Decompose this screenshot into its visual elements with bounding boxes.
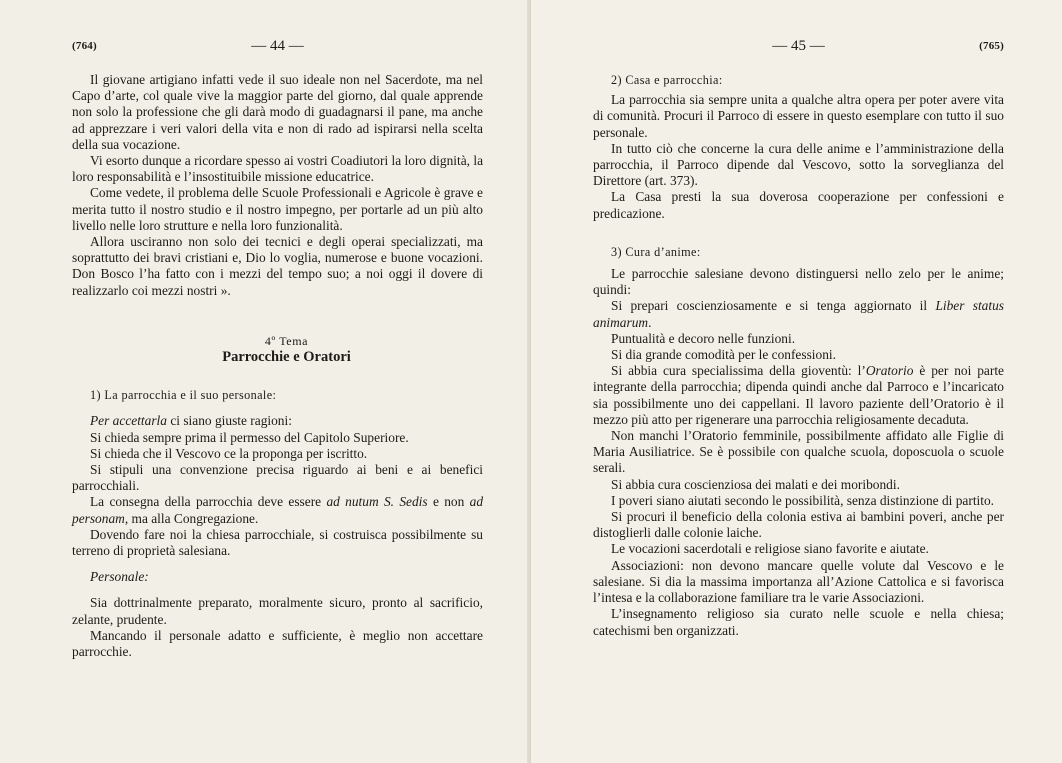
paragraph	[593, 298, 1004, 330]
left-header	[72, 38, 483, 60]
left-folio: — 44 —	[251, 38, 304, 54]
paragraph: Il giovane artigiano infatti vede il suo ideale non nel Sacerdote, ma nel Capo d’arte, col quale vive la maggior parte del giorno, dal quale apprende non solo la professione che gli darà modo di guadagnarsi il pane, ma anche ad apprezzare i veri valori della vita e non di rado ad ispirarsi nella scelta della sua vocazione.	[72, 72, 483, 152]
italic-phrase: Oratorio	[865, 363, 914, 379]
left-page-label: (764)	[72, 40, 97, 52]
section-heading-3: 3) Cura d’anime:	[611, 244, 701, 259]
paragraph: Puntualità e decoro nelle funzioni.	[611, 330, 796, 346]
paragraph: Associazioni: non devono mancare quelle volute dal Vescovo e le salesiane. Si dia la massima importanza all’Azione Cattolica e si favorisca l’intesa e la collaborazione familiare tra le varie Associazioni.	[593, 557, 1004, 606]
right-header	[593, 38, 1004, 60]
paragraph: L’insegnamento religioso sia curato nelle scuole e nella chiesa; catechismi ben organizzati.	[593, 606, 1004, 638]
left-body	[72, 72, 483, 660]
text-run: , ma alla Congregazione.	[124, 510, 259, 526]
paragraph: La parrocchia sia sempre unita a qualche altra opera per poter avere vita di comunità. Procuri il Parroco di essere in questo esemplare con tutto il suo personale.	[593, 92, 1004, 140]
paragraph: I poveri siano aiutati secondo le possibilità, senza distinzione di partito.	[611, 492, 995, 508]
paragraph: Si procuri il beneficio della colonia estiva ai bambini poveri, anche per distoglierli dalle colonie laiche.	[593, 509, 1004, 541]
paragraph: Dovendo fare noi la chiesa parrocchiale, si costruisca possibilmente su terreno di proprietà salesiana.	[72, 526, 483, 559]
text-run: .	[648, 314, 652, 330]
paragraph: Le parrocchie salesiane devono distinguersi nello zelo per le anime; quindi:	[593, 266, 1004, 298]
italic-phrase: ad personam	[72, 494, 484, 526]
text-run: Si prepari coscienziosamente e si tenga aggiornato il	[611, 298, 936, 314]
tema-label: 4º Tema	[264, 333, 309, 348]
italic-phrase: Per accettarla	[90, 413, 167, 429]
paragraph	[72, 413, 483, 429]
right-page-label: (765)	[979, 40, 1004, 52]
paragraph: Non manchi l’Oratorio femminile, possibilmente affidato alle Figlie di Maria Ausiliatrice. Se è possibile con qualche scuola, doposcuola o scuole serali.	[593, 428, 1004, 476]
paragraph: Mancando il personale adatto e sufficiente, è meglio non accettare parrocchie.	[72, 627, 483, 660]
personale-label: Personale:	[90, 569, 149, 585]
section-heading-1: 1) La parrocchia e il suo personale:	[90, 388, 277, 403]
italic-phrase: Liber status animarum	[593, 298, 1005, 330]
paragraph: Si stipuli una convenzione precisa riguardo ai beni e ai benefici parrocchiali.	[72, 462, 483, 494]
text-run: è per noi parte integrante della parrocchia; dipenda quindi anche dal Parroco e l’incaricato sia possibilmente uno dei cappellani. Il lavoro paziente dell’Oratorio è il mezzo più atto per rigenerare una parrocchia religiosamente decaduta.	[593, 363, 1004, 427]
tema-title: Parrocchie e Oratori	[222, 349, 351, 366]
paragraph: La Casa presti la sua doverosa cooperazione per confessioni e predicazione.	[593, 189, 1004, 221]
text-run: Si abbia cura specialissima della gioventù: l’	[611, 363, 866, 379]
text-run: La consegna della parrocchia deve essere	[90, 494, 327, 510]
paragraph: In tutto ciò che concerne la cura delle anime e l’amministrazione della parrocchia, il Parroco dipende dal Vescovo, sotto la sorveglianza del Direttore (art. 373).	[593, 140, 1004, 189]
text-run: ci siano giuste ragioni:	[166, 413, 292, 429]
section-heading-2: 2) Casa e parrocchia:	[611, 73, 723, 87]
paragraph: Sia dottrinalmente preparato, moralmente sicuro, pronto al sacrificio, zelante, prudente.	[72, 595, 483, 627]
paragraph: Vi esorto dunque a ricordare spesso ai vostri Coadiutori la loro dignità, la loro responsabilità e l’insostituibile missione educatrice.	[72, 153, 484, 185]
right-body	[593, 72, 1004, 639]
paragraph: Allora usciranno non solo dei tecnici e degli operai specializzati, ma soprattutto dei bravi cristiani e, Dio lo voglia, numerose e buone vocazioni. Don Bosco l’ha fatto con i mezzi del tempo suo; a noi oggi il dovere di realizzarlo coi mezzi nostri ».	[72, 234, 483, 298]
paragraph	[593, 363, 1004, 428]
paragraph: Si chieda che il Vescovo ce la proponga per iscritto.	[90, 445, 368, 461]
right-folio: — 45 —	[772, 38, 825, 54]
paragraph: Si abbia cura coscienziosa dei malati e dei moribondi.	[611, 476, 900, 492]
paragraph: Si dia grande comodità per le confessioni.	[611, 347, 836, 363]
text-run: e non	[427, 494, 470, 510]
italic-phrase: ad nutum S. Sedis	[326, 494, 428, 510]
paragraph: Si chieda sempre prima il permesso del Capitolo Superiore.	[90, 429, 409, 445]
paragraph: Come vedete, il problema delle Scuole Professionali e Agricole è grave e merita tutto il nostro studio e il nostro impegno, per portarle ad un più alto livello nelle loro strutture e nella loro funzionalità.	[72, 185, 483, 233]
paragraph: Le vocazioni sacerdotali e religiose siano favorite e aiutate.	[611, 541, 929, 557]
paragraph	[72, 494, 483, 526]
right-page	[531, 0, 1062, 763]
